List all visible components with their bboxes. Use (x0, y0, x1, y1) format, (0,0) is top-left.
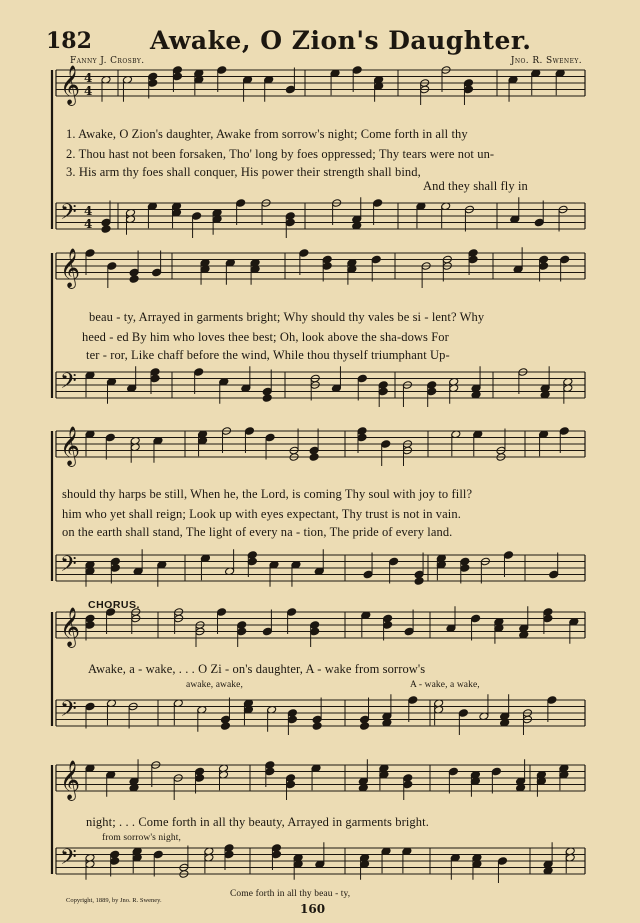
composer-credit: Jno. R. Sweney. (510, 56, 582, 66)
note-head (262, 394, 272, 403)
treble-clef-icon: 𝄞 (60, 607, 81, 647)
note-head (309, 453, 319, 462)
verse-3-line-2: ter - ror, Like chaff before the wind, While thou thyself triumphant Up- (86, 348, 450, 362)
note-head (312, 722, 322, 731)
bass-clef-icon: 𝄢 (60, 552, 77, 582)
verse-1-line-1: 1. Awake, O Zion's daughter, Awake from sorrow's night; Come forth in all thy (66, 127, 468, 141)
note-head (220, 722, 230, 731)
note-head (414, 577, 424, 586)
verse-3-line-3: on the earth shall stand, The light of every na - tion, The pride of every land. (62, 525, 453, 539)
verse-2-line-2: heed - ed By him who loves thee best; Oh, look above the sha-dows For (82, 330, 449, 344)
verse-2-line-3: him who yet shall reign; Look up with eyes expectant, Thy trust is not in vain. (62, 507, 461, 521)
chorus-line-2: night; . . . Come forth in all thy beauty, Arrayed in garments bright. (86, 815, 429, 829)
chorus-label: CHORUS. (88, 599, 140, 611)
verse-1-line-3: should thy harps be still, When he, the Lord, is coming Thy soul with joy to fill? (62, 487, 473, 501)
verse-2-line-1: 2. Thou hast not been forsaken, Tho' long by foes oppressed; Thy tears were not un- (66, 147, 495, 161)
bass-clef-icon: 𝄢 (60, 845, 77, 875)
time-signature-top: 4 (84, 71, 93, 85)
note-head (129, 275, 139, 284)
verse-3-line-1-end: And they shall fly in (423, 179, 528, 193)
verse-3-line-1: 3. His arm thy foes shall conquer, His power their strength shall bind, (66, 165, 421, 179)
treble-clef-icon: 𝄞 (60, 65, 81, 105)
chorus-line-1: Awake, a - wake, . . . O Zi - on's daughter, A - wake from sorrow's (88, 662, 426, 676)
page-number: 160 (300, 902, 326, 916)
chorus-bass-text-1b: A - wake, a wake, (410, 680, 480, 690)
bass-clef-icon: 𝄢 (60, 200, 77, 230)
hymn-title: Awake, O Zion's Daughter. (150, 26, 532, 55)
treble-clef-icon: 𝄞 (60, 248, 81, 288)
note-head (101, 225, 111, 234)
verse-1-line-2: beau - ty, Arrayed in garments bright; Why should thy vales be si - lent? Why (89, 310, 485, 324)
author-credit: Fanny J. Crosby. (70, 56, 145, 66)
chorus-bass-text-1a: awake, awake, (186, 680, 243, 690)
copyright-notice: Copyright, 1889, by Jno. R. Sweney. (66, 897, 162, 904)
hymn-number: 182 (46, 28, 92, 54)
chorus-bass-text-2a: from sorrow's night, (102, 833, 181, 843)
chorus-bass-text-2b: Come forth in all thy beau - ty, (230, 889, 351, 899)
treble-clef-icon: 𝄞 (60, 426, 81, 466)
note-head (360, 722, 370, 731)
time-signature-top: 4 (84, 204, 93, 218)
treble-clef-icon: 𝄞 (60, 760, 81, 800)
bass-clef-icon: 𝄢 (60, 697, 77, 727)
bass-clef-icon: 𝄢 (60, 369, 77, 399)
time-signature-bottom: 4 (84, 84, 93, 98)
time-signature-bottom: 4 (84, 217, 93, 231)
